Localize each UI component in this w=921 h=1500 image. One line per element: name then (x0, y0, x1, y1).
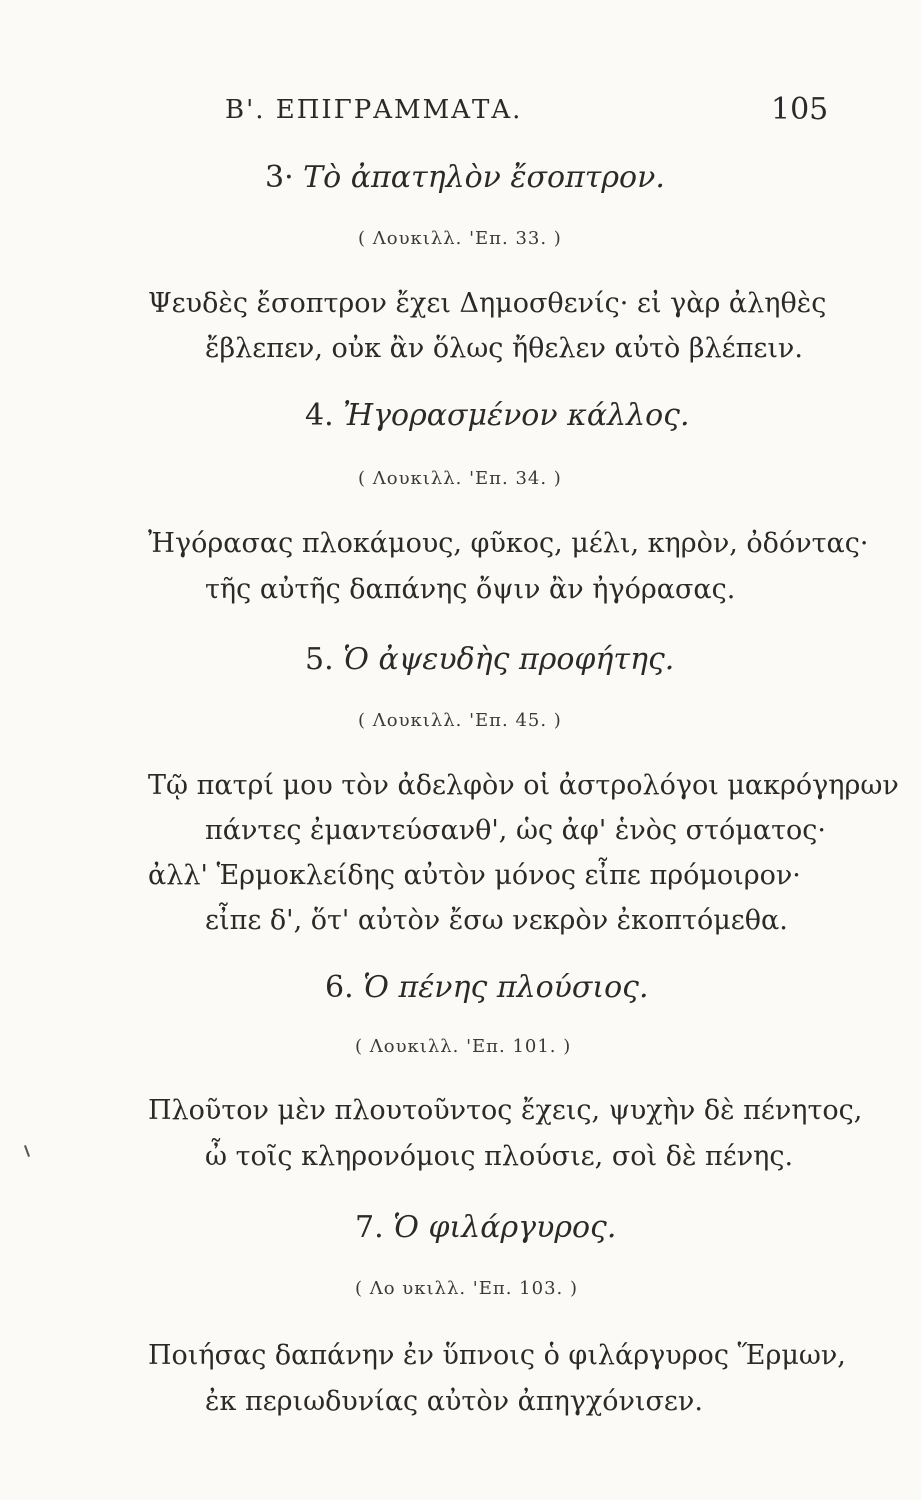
epigram-7-line-1: Ποιήσας δαπάνην ἐν ὕπνοις ὁ φιλάργυρος Ἕρμων, (148, 1340, 846, 1371)
epigram-3-title (265, 160, 665, 195)
epigram-6-line-2: ὦ τοῖς κληρονόμοις πλούσιε, σοὶ δὲ πένης. (205, 1141, 794, 1172)
epigram-4-line-1: Ἠγόρασας πλοκάμους, φῦκος, μέλι, κηρὸν, ὀδόντας· (148, 528, 869, 559)
epigram-5-source: ( Λουκιλλ. 'Επ. 45. ) (358, 710, 562, 731)
epigram-7-source: ( Λο υκιλλ. 'Επ. 103. ) (355, 1278, 578, 1299)
epigram-number: 5. (305, 642, 334, 677)
epigram-3-line-1: Ψευδὲς ἔσοπτρον ἔχει Δημοσθενίς· εἰ γὰρ ἀληθὲς (148, 288, 827, 319)
page-number: 105 (771, 92, 829, 127)
epigram-number: 4. (305, 398, 334, 433)
epigram-4-title (305, 398, 690, 433)
epigram-7-line-2: ἐκ περιωδυνίας αὐτὸν ἀπηγχόνισεν. (205, 1386, 703, 1417)
epigram-5-line-3: ἀλλ' Ἑρμοκλείδης αὐτὸν μόνος εἶπε πρόμοιρον· (148, 860, 801, 891)
epigram-number: 3· (265, 160, 294, 195)
epigram-number: 6. (325, 970, 354, 1005)
epigram-7-title (355, 1210, 616, 1245)
epigram-title-text: Ἠγορασμένον κάλλος. (343, 398, 690, 433)
epigram-6-source: ( Λουκιλλ. 'Επ. 101. ) (355, 1036, 572, 1057)
epigram-4-line-2: τῆς αὐτῆς δαπάνης ὄψιν ἂν ἠγόρασας. (205, 574, 736, 605)
epigram-5-line-2: πάντες ἐμαντεύσανθ', ὡς ἀφ' ἑνὸς στόματος· (205, 815, 826, 846)
epigram-5-title (305, 642, 674, 677)
epigram-5-line-1: Τῷ πατρί μου τὸν ἀδελφὸν οἱ ἀστρολόγοι μακρόγηρων (148, 770, 899, 801)
epigram-number: 7. (355, 1210, 384, 1245)
epigram-5-line-4: εἶπε δ', ὅτ' αὐτὸν ἔσω νεκρὸν ἐκοπτόμεθα. (205, 905, 788, 936)
epigram-title-text: Τὸ ἀπατηλὸν ἔσοπτρον. (303, 160, 665, 195)
epigram-6-title (325, 970, 649, 1005)
epigram-3-line-2: ἔβλεπεν, οὐκ ἂν ὅλως ἤθελεν αὐτὸ βλέπειν. (205, 333, 803, 364)
margin-mark (24, 1145, 30, 1157)
epigram-title-text: Ὁ πένης πλούσιος. (363, 970, 649, 1005)
epigram-title-text: Ὁ ἀψευδὴς προφήτης. (343, 642, 675, 677)
epigram-4-source: ( Λουκιλλ. 'Επ. 34. ) (358, 468, 562, 489)
running-head: Β'. ΕΠΙΓΡΑΜΜΑΤΑ. (225, 95, 523, 125)
epigram-3-source: ( Λουκιλλ. 'Επ. 33. ) (358, 228, 562, 249)
epigram-title-text: Ὁ φιλάργυρος. (393, 1210, 617, 1245)
epigram-6-line-1: Πλοῦτον μὲν πλουτοῦντος ἔχεις, ψυχὴν δὲ πένητος, (148, 1095, 863, 1126)
